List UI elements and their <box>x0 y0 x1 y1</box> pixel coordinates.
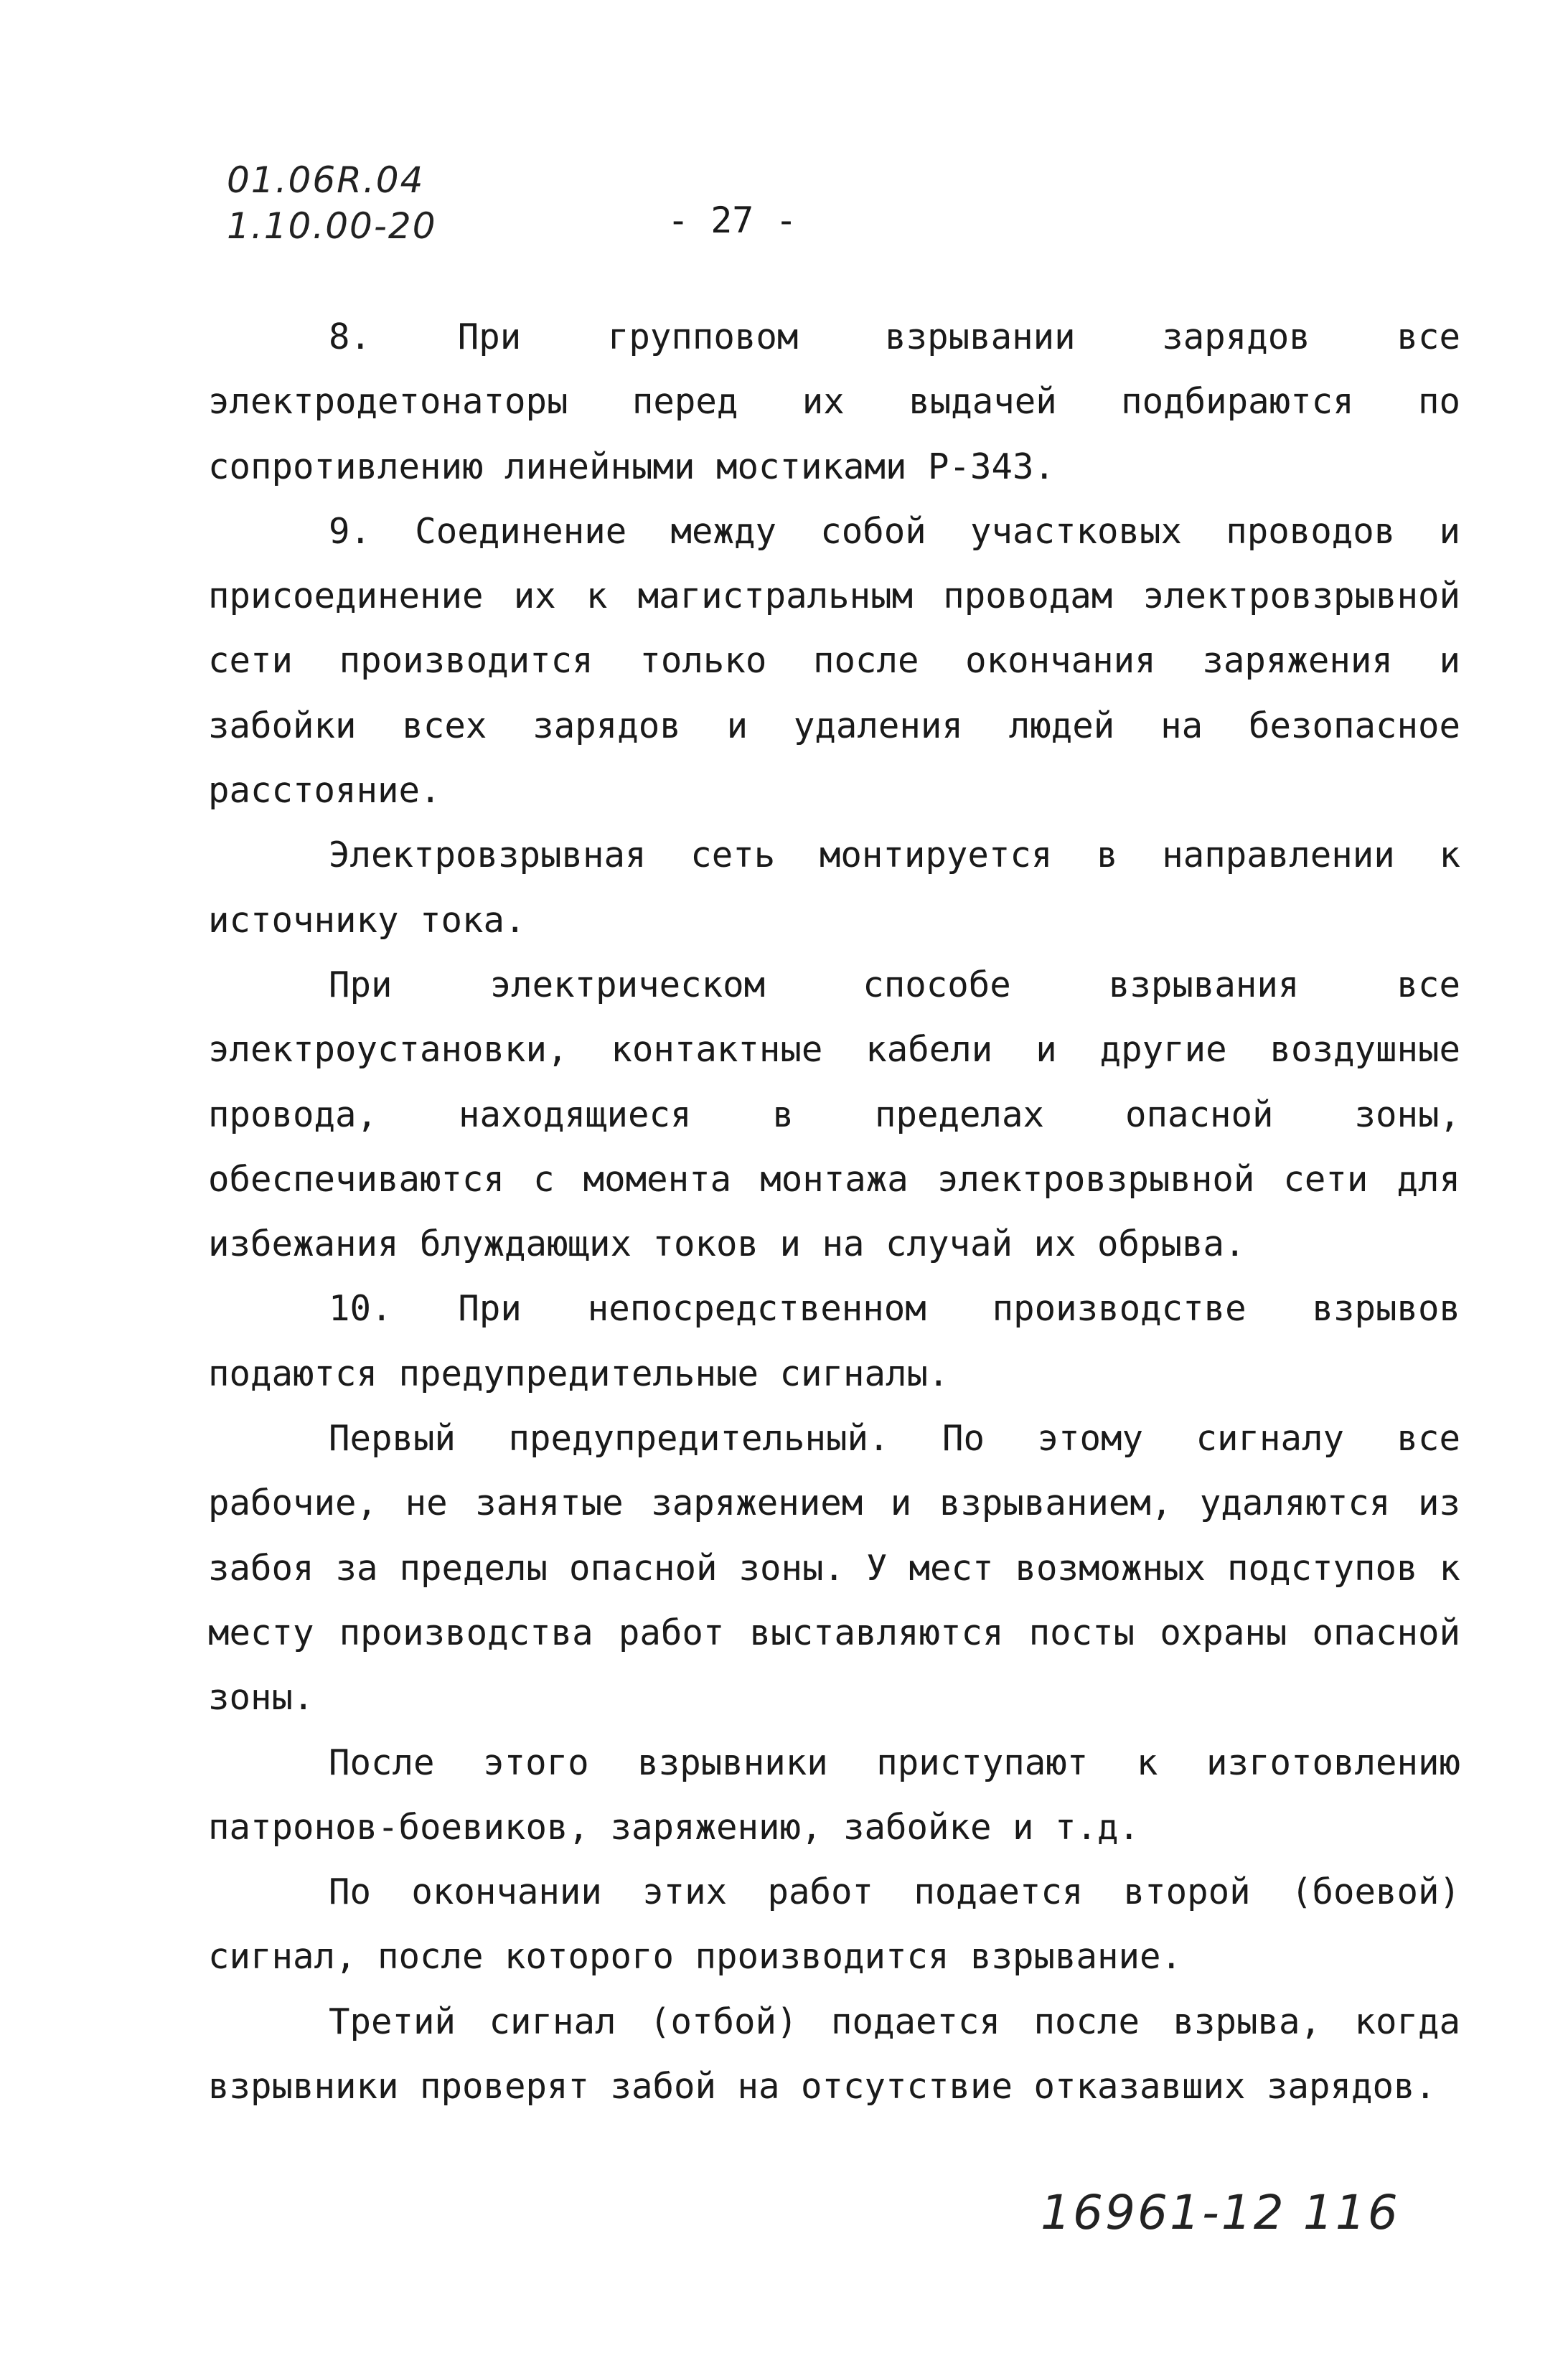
paragraph-second-signal: По окончании этих работ подается второй (боевой) сигнал, после которого производится взрывание. <box>208 1871 1460 1978</box>
page-number: - 27 - <box>667 199 797 241</box>
document-code-line-2: 1.10.00-20 <box>227 205 437 247</box>
document-code-line-1: 01.06R.04 <box>227 159 425 201</box>
document-body <box>208 305 1460 2119</box>
paragraph-third-signal: Третий сигнал (отбой) подается после взрыва, когда взрывники проверят забой на отсутствие отказавших зарядов. <box>208 2001 1460 2107</box>
paragraph-electric-method: При электрическом способе взрывания все электроустановки, контактные кабели и другие воздушные провода, находящиеся в пределах опасной зоны, обеспечиваются с момента монтажа электровзрывной сети для избежания блуждающих токов и на случай их обрыва. <box>208 964 1460 1265</box>
paragraph-network-assembly: Электровзрывная сеть монтируется в направлении к источнику тока. <box>208 835 1460 941</box>
paragraph-item-9: 9. Соединение между собой участковых проводов и присоединение их к магистральным проводам электровзрывной сети производится только после окончания заряжения и забойки всех зарядов и удаления людей на безопасное расстояние. <box>208 510 1460 812</box>
paragraph-item-8: 8. При групповом взрывании зарядов все электродетонаторы перед их выдачей подбираются по сопротивлению линейными мостиками Р-343. <box>208 316 1460 487</box>
paragraph-first-signal: Первый предупредительный. По этому сигналу все рабочие, не занятые заряжением и взрыванием, удаляются из забоя за пределы опасной зоны. У мест возможных подступов к месту производства работ выставляются посты охраны опасной зоны. <box>208 1418 1460 1719</box>
handwritten-footer-number: 16961-12 116 <box>1041 2185 1400 2240</box>
paragraph-after-first-signal: После этого взрывники приступают к изготовлению патронов-боевиков, заряжению, забойке и т.д. <box>208 1742 1460 1848</box>
paragraph-item-10: 10. При непосредственном производстве взрывов подаются предупредительные сигналы. <box>208 1288 1460 1394</box>
